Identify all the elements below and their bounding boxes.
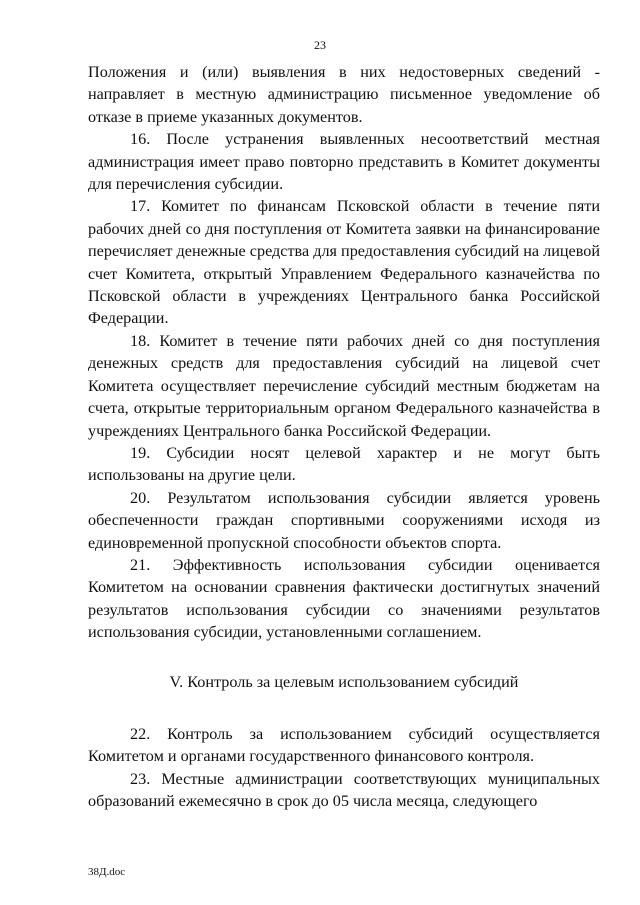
- paragraph-17: 17. Комитет по финансам Псковской области в течение пяти рабочих дней со дня поступления от Комитета заявки на финансирование перечисляет денежные средства для предоставления субсидий на лицевой счет Комитета, открытый Управлением Федерального казначейства по Псковской области в учреждениях Центрального банка Российской Федерации.: [88, 197, 600, 328]
- paragraph-19: 19. Субсидии носят целевой характер и не могут быть использованы на другие цели.: [88, 443, 600, 485]
- page-number: 23: [314, 38, 326, 52]
- paragraph-23: 23. Местные администрации соответствующих муниципальных образований ежемесячно в срок до 05 числа месяца, следующего: [88, 769, 600, 811]
- footer-filename: 38Д.doc: [88, 866, 126, 878]
- paragraph-continuation: Положения и (или) выявления в них недостоверных сведений - направляет в местную администрацию письменное уведомление об отказе в приеме указанных документов.: [88, 63, 600, 126]
- document-body: [88, 61, 600, 813]
- section-heading: V. Контроль за целевым использованием субсидий: [169, 672, 519, 691]
- paragraph-22: 22. Контроль за использованием субсидий осуществляется Комитетом и органами государственного финансового контроля.: [88, 724, 600, 766]
- paragraph-21: 21. Эффективность использования субсидии оценивается Комитетом на основании сравнения фактически достигнутых значений результатов использования субсидии со значениями результатов использования субсидии, установленными соглашением.: [88, 555, 600, 642]
- paragraph-20: 20. Результатом использования субсидии является уровень обеспеченности граждан спортивными сооружениями исходя из единовременной пропускной способности объектов спорта.: [88, 488, 600, 552]
- paragraph-18: 18. Комитет в течение пяти рабочих дней со дня поступления денежных средств для предоставления субсидий на лицевой счет Комитета осуществляет перечисление субсидий местным бюджетам на счета, открытые территориальным органом Федерального казначейства в учреждениях Центрального банка Российской Федерации.: [88, 331, 600, 440]
- paragraph-16: 16. После устранения выявленных несоответствий местная администрация имеет право повторно представить в Комитет документы для перечисления субсидии.: [88, 130, 600, 194]
